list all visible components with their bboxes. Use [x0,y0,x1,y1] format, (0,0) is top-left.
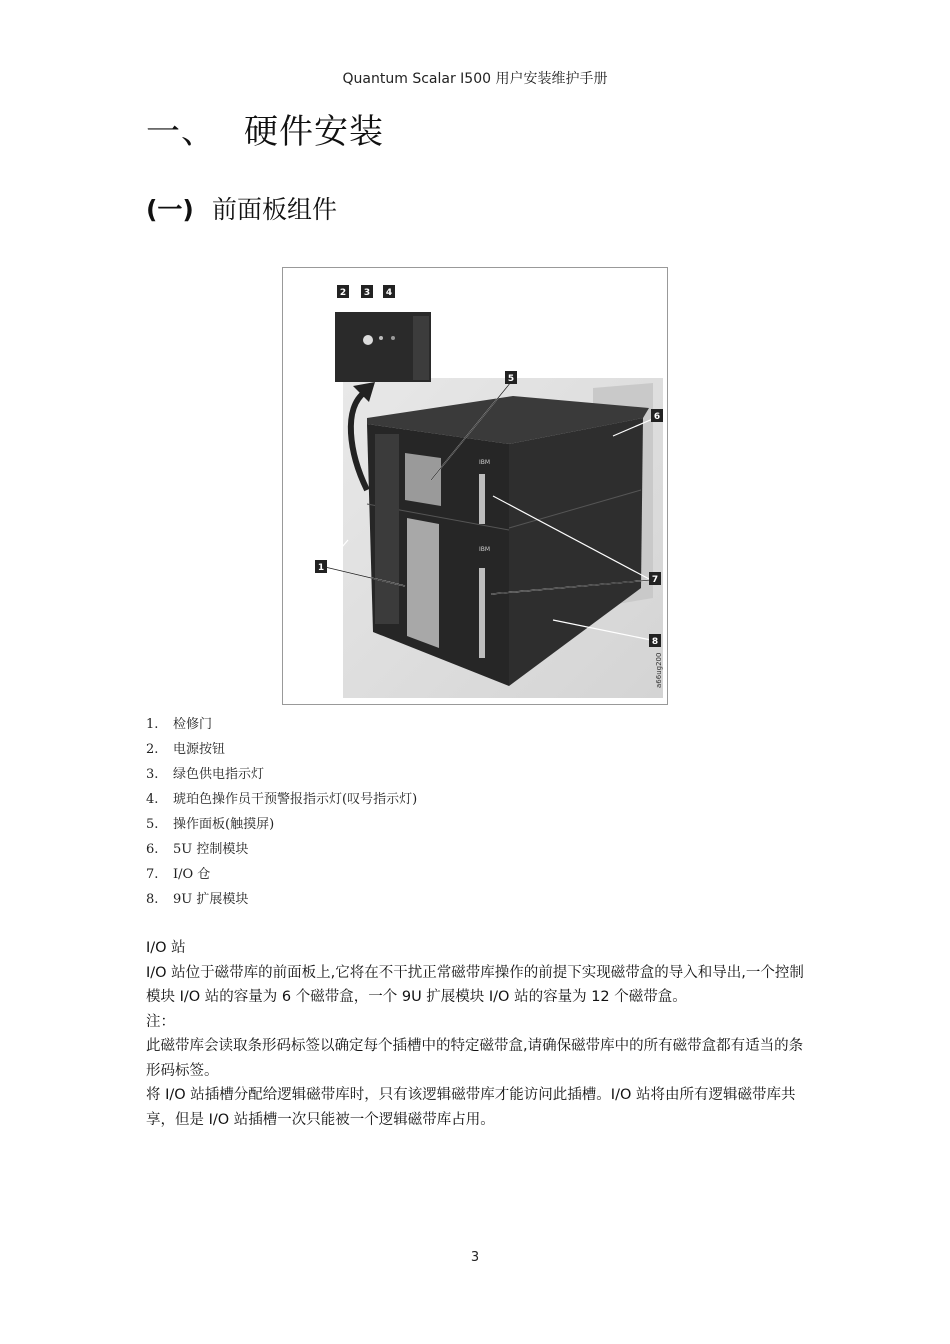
green-led-detail [379,336,383,340]
note-paragraph-barcode: 此磁带库会读取条形码标签以确定每个插槽中的特定磁带盒,请确保磁带库中的所有磁带盒都有适当的条形码标签。 [146,1038,804,1079]
section-number: 一、 [146,112,216,152]
front-panel-figure [282,267,668,705]
page-number: 3 [470,1250,480,1265]
legend-item: 5. 操作面板(触摸屏) [146,817,275,832]
body-text [146,936,810,1132]
subsection-number: (一) [146,195,194,224]
io-station-paragraph: I/O 站位于磁带库的前面板上,它将在不干扰正常磁带库操作的前提下实现磁带盒的导入和导出,一个控制模块 I/O 站的容量为 6 个磁带盒，一个 9U 扩展模块 I/O 站的容量为 12 个磁带盒。 [146,964,804,1005]
callout-7: 7 [651,575,659,585]
callout-2: 2 [339,288,347,298]
component-legend [146,714,417,914]
io-station-lower [479,568,485,658]
callout-3: 3 [363,288,371,298]
callout-6: 6 [653,412,661,422]
io-station-upper [479,474,485,524]
subsection-heading [146,190,337,226]
figure-code: a66ug200 [655,652,663,688]
access-door-window [407,518,439,648]
amber-led-detail [391,336,395,340]
zoom-vent [413,316,429,380]
front-vent [375,434,399,624]
callout-8: 8 [651,637,659,647]
tape-library-illustration [283,268,667,704]
callout-1: 1 [317,563,325,573]
io-station-heading: I/O 站 [146,940,186,956]
legend-item: 4. 琥珀色操作员干预警报指示灯(叹号指示灯) [146,792,418,807]
power-button-detail [363,335,373,345]
legend-item: 7. I/O 仓 [146,867,211,882]
subsection-title: 前面板组件 [212,195,338,224]
callout-5: 5 [507,374,515,384]
brand-lower: IBM [479,546,491,553]
legend-item: 8. 9U 扩展模块 [146,892,249,907]
legend-item: 3. 绿色供电指示灯 [146,767,265,782]
brand-upper: IBM [479,459,491,466]
legend-item: 6. 5U 控制模块 [146,842,249,857]
note-label: 注： [146,1013,175,1030]
legend-item: 2. 电源按钮 [146,742,226,757]
note-paragraph-slots: 将 I/O 站插槽分配给逻辑磁带库时，只有该逻辑磁带库才能访问此插槽。I/O 站将由所有逻辑磁带库共享，但是 I/O 站插槽一次只能被一个逻辑磁带库占用。 [146,1087,796,1128]
running-header: Quantum Scalar I500 用户安装维护手册 [342,71,608,87]
section-heading [146,104,384,153]
touch-screen [405,453,441,506]
section-title: 硬件安装 [244,112,384,152]
callout-4: 4 [385,288,393,298]
legend-item: 1. 检修门 [146,717,213,732]
